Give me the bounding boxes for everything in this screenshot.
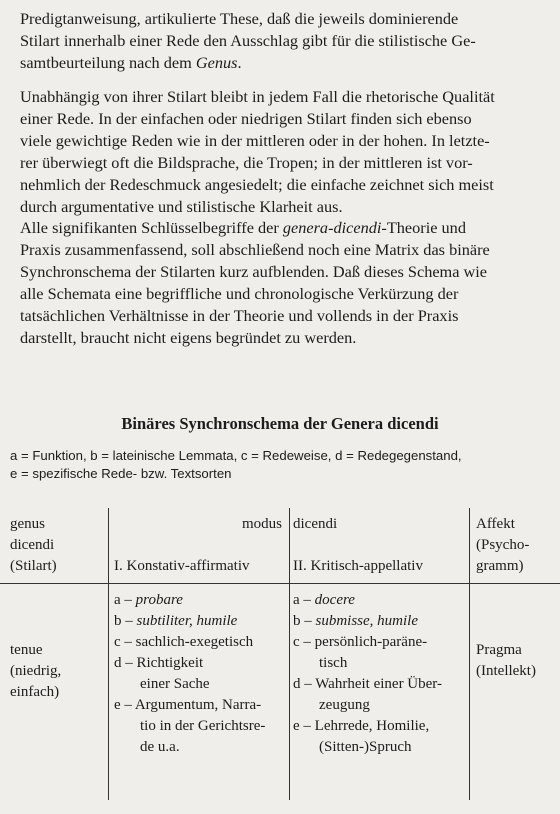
text-line: darstellt, braucht nicht eigens begründet zu werden. <box>20 328 357 347</box>
cell-konstativ-tenue <box>114 590 265 758</box>
entry-c: c – sachlich-exegetisch <box>114 634 254 650</box>
entry-b: b – submisse, humile <box>293 613 418 629</box>
cell-kritisch-tenue <box>293 590 442 758</box>
entry-e-cont: de u.a. <box>140 739 180 755</box>
legend-line: e = spezifische Rede- bzw. Textsorten <box>10 466 232 481</box>
text-line: Unabhängig von ihrer Stilart bleibt in jedem Fall die rhetorische Qualität <box>20 87 495 106</box>
text-line: samtbeurteilung nach dem Genus. <box>20 53 242 72</box>
entry-c-cont: tisch <box>319 655 348 671</box>
entry-d: d – Richtigkeit <box>114 655 204 671</box>
entry-d: d – Wahrheit einer Über- <box>293 676 442 692</box>
emphasis: genera-dicendi <box>282 218 382 237</box>
table-legend <box>10 447 550 483</box>
text-line: rer überwiegt oft die Bildsprache, die Tropen; in der mittleren ist vor- <box>20 153 473 172</box>
text-line: Praxis zusammenfassend, soll abschließend noch eine Matrix das binäre <box>20 240 490 259</box>
text-line: Synchronschema der Stilarten kurz aufblenden. Daß dieses Schema wie <box>20 262 488 281</box>
entry-d-cont: zeugung <box>319 697 370 713</box>
entry-e: e – Lehrrede, Homilie, <box>293 718 430 734</box>
text-line: einer Rede. In der einfachen oder niedrigen Stilart finden sich ebenso <box>20 109 472 128</box>
text-line: Predigtanweisung, artikulierte These, daß die jeweils dominierende <box>20 9 459 28</box>
entry-a: a – probare <box>114 592 183 608</box>
entry-c: c – persönlich-paräne- <box>293 634 428 650</box>
entry-e: e – Argumentum, Narra- <box>114 697 262 713</box>
text-line: nehmlich der Redeschmuck angesiedelt; die einfache zeichnet sich meist <box>20 175 494 194</box>
entry-e-cont: (Sitten-)Spruch <box>319 739 412 755</box>
entry-b: b – subtiliter, humile <box>114 613 238 629</box>
column-divider <box>108 508 109 800</box>
text-line: alle Schemata eine begriffliche und chronologische Verkürzung der <box>20 284 459 303</box>
cell-affekt-tenue: Pragma (Intellekt) <box>476 642 536 679</box>
row-label-tenue: tenue (niedrig, einfach) <box>10 642 62 700</box>
table-title: Binäres Synchronschema der Genera dicendi <box>121 414 439 433</box>
header-affekt: Affekt (Psycho- gramm) <box>476 516 530 574</box>
emphasis: Genus <box>195 53 238 72</box>
entry-e-cont: tio in der Gerichtsre- <box>140 718 266 734</box>
table-header-rule <box>0 583 560 584</box>
header-modus: modus <box>241 516 282 532</box>
text-line: Alle signifikanten Schlüsselbegriffe der genera-dicendi-Theorie und <box>20 218 466 237</box>
header-kritisch: II. Kritisch-appellativ <box>293 558 423 574</box>
header-konstativ: I. Konstativ-affirmativ <box>114 558 250 574</box>
paragraph-1 <box>20 8 544 74</box>
column-divider <box>469 508 470 800</box>
legend-line: a = Funktion, b = lateinische Lemmata, c = Redeweise, d = Redegegenstand, <box>10 448 462 463</box>
paragraph-3 <box>20 217 544 349</box>
text-line: durch argumentative und stilistische Klarheit aus. <box>20 197 343 216</box>
text-line: Stilart innerhalb einer Rede den Ausschlag gibt für die stilistische Ge- <box>20 31 476 50</box>
column-divider <box>289 508 290 800</box>
text-line: tatsächlichen Verhältnisse in der Theorie und vollends in der Praxis <box>20 306 459 325</box>
text-line: viele gewichtige Reden wie in der mittleren oder in der hohen. In letzte- <box>20 131 490 150</box>
paragraph-2 <box>20 86 544 218</box>
entry-d-cont: einer Sache <box>140 676 210 692</box>
header-dicendi: dicendi <box>293 516 338 532</box>
entry-a: a – docere <box>293 592 355 608</box>
header-genus-dicendi: genus dicendi (Stilart) <box>10 516 57 574</box>
